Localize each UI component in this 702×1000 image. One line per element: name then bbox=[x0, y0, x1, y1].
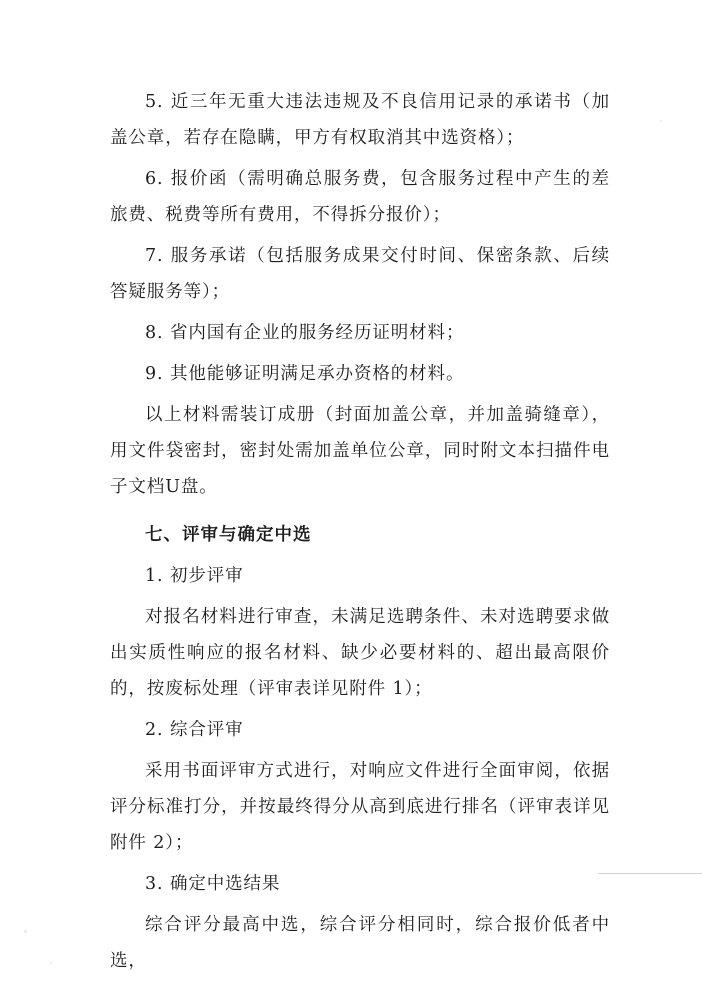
list-item-6: 6. 报价函（需明确总服务费，包含服务过程中产生的差旅费、税费等所有费用，不得拆分报价）； bbox=[110, 169, 610, 225]
scan-spot bbox=[24, 930, 27, 933]
binding-note: 以上材料需装订成册（封面加盖公章，并加盖骑缝章），用文件袋密封，密封处需加盖单位公章，同时附文本扫描件电子文档U盘。 bbox=[110, 405, 610, 497]
preliminary-review-text: 对报名材料进行审查，未满足选聘条件、未对选聘要求做出实质性响应的报名材料、缺少必要材料的、超出最高限价的，按废标处理（评审表详见附件 1）； bbox=[110, 607, 610, 699]
list-item-5: 5. 近三年无重大违法违规及不良信用记录的承诺书（加盖公章，若存在隐瞒，甲方有权取消其中选资格）； bbox=[110, 92, 610, 148]
list-item-7: 7. 服务承诺（包括服务成果交付时间、保密条款、后续答疑服务等）； bbox=[110, 246, 610, 302]
scan-spot bbox=[50, 962, 52, 964]
result-text: 综合评分最高中选，综合评分相同时，综合报价低者中选， bbox=[110, 915, 610, 971]
preliminary-review-title: 1. 初步评审 bbox=[145, 566, 244, 586]
scan-edge-line bbox=[598, 873, 702, 874]
scan-spot bbox=[660, 120, 662, 122]
comprehensive-review-title: 2. 综合评审 bbox=[145, 720, 244, 740]
result-title: 3. 确定中选结果 bbox=[145, 874, 281, 894]
list-item-9: 9. 其他能够证明满足承办资格的材料。 bbox=[145, 364, 465, 384]
section-heading: 七、评审与确定中选 bbox=[145, 525, 312, 545]
document-body bbox=[110, 84, 610, 979]
list-item-8: 8. 省内国有企业的服务经历证明材料； bbox=[145, 323, 465, 343]
comprehensive-review-text: 采用书面评审方式进行，对响应文件进行全面审阅，依据评分标准打分，并按最终得分从高到底进行排名（评审表详见附件 2）； bbox=[110, 761, 610, 853]
